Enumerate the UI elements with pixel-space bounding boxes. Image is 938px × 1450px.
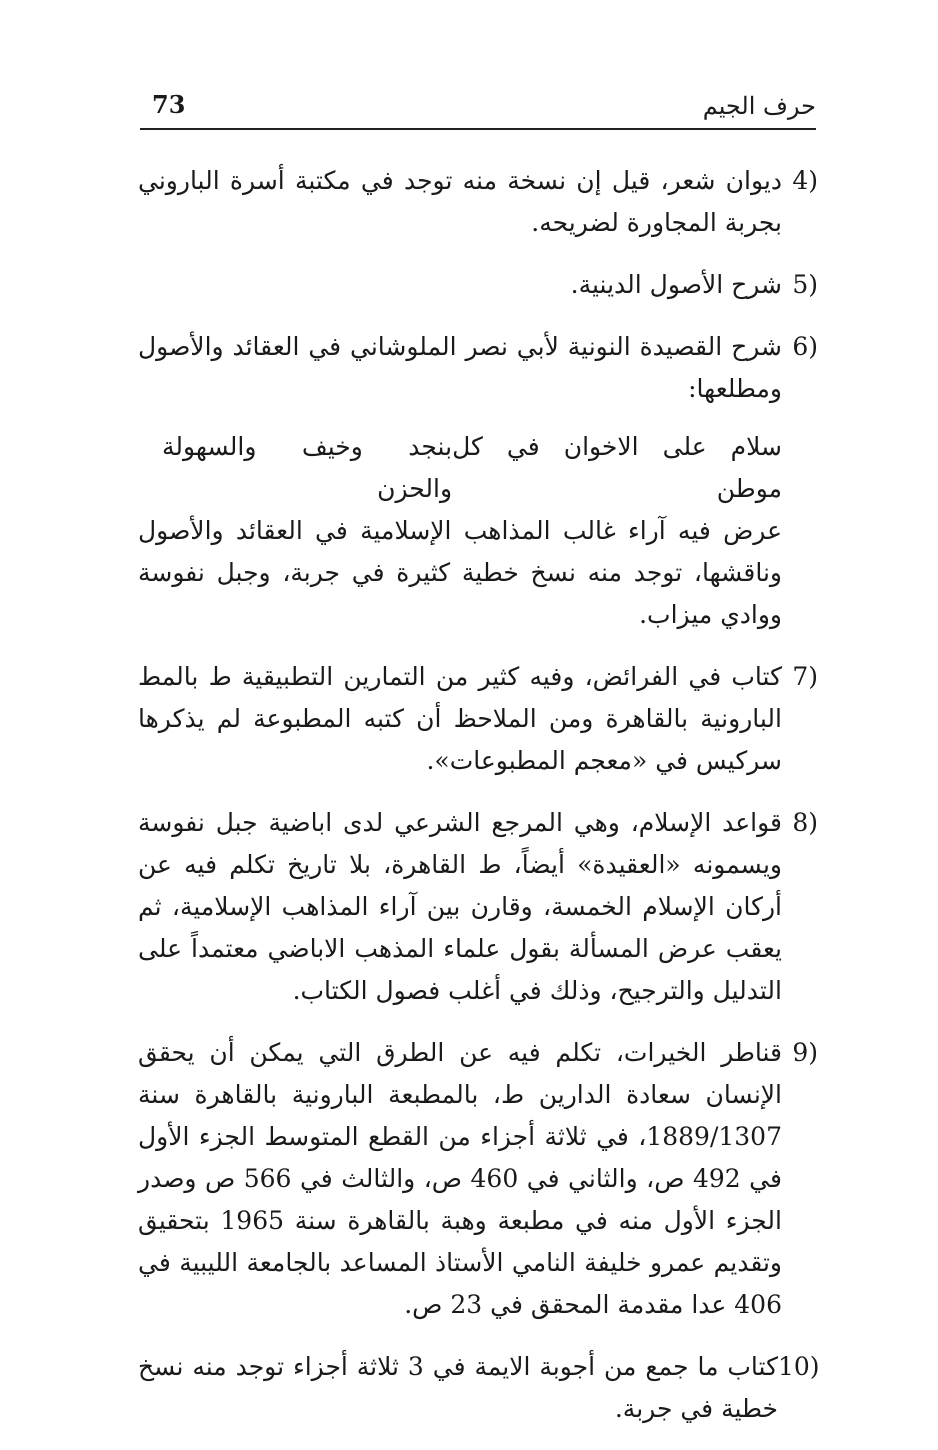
list-item (138, 160, 818, 244)
item-text: ديوان شعر، قيل إن نسخة منه توجد في مكتبة أسرة الباروني بجربة المجاورة لضريحه. (138, 166, 782, 237)
list-item (138, 1346, 818, 1430)
item-number: 8) (792, 808, 818, 837)
item-text: كتاب في الفرائض، وفيه كثير من التمارين التطبيقية ط بالمط البارونية بالقاهرة ومن الملاحظ أن كتبه المطبوعة لم يذكرها سركيس في «معجم المطبوعات». (138, 662, 782, 775)
item-continuation (138, 510, 818, 636)
running-title: حرف الجيم (702, 92, 816, 120)
item-text: شرح الأصول الدينية. (570, 270, 782, 299)
verse-second-hemistich: بنجد وخيف والسهولة والحزن (162, 432, 453, 503)
list-item (138, 1032, 818, 1326)
item-text: كتاب ما جمع من أجوبة الايمة في 3 ثلاثة أجزاء توجد منه نسخ خطية في جربة. (138, 1352, 778, 1423)
verse-first-hemistich: سلام على الاخوان في كل موطن (452, 432, 782, 503)
page-header (140, 78, 816, 130)
item-number: 6) (792, 332, 818, 361)
item-number: 10) (778, 1352, 820, 1381)
item-text: قناطر الخيرات، تكلم فيه عن الطرق التي يمكن أن يحقق الإنسان سعادة الدارين ط، بالمطبعة البارونية بالقاهرة سنة 1889/1307، في ثلاثة أجزاء من القطع المتوسط الجزء الأول في 492 ص، والثاني في 460 ص، والثالث في 566 ص وصدر الجزء الأول منه في مطبعة وهبة بالقاهرة سنة 1965 بتحقيق وتقديم عمرو خليفة النامي الأستاذ المساعد بالجامعة الليبية في 406 عدا مقدمة المحقق في 23 ص. (138, 1038, 782, 1319)
list-item (138, 802, 818, 1012)
item-text: شرح القصيدة النونية لأبي نصر الملوشاني في العقائد والأصول ومطلعها: (138, 332, 782, 403)
item-text: قواعد الإسلام، وهي المرجع الشرعي لدى اباضية جبل نفوسة ويسمونه «العقيدة» أيضاً، ط القاهرة، بلا تاريخ تكلم فيه عن أركان الإسلام الخمسة، وقارن بين آراء المذاهب الإسلامية، ثم يعقب عرض المسألة بقول علماء المذهب الاباضي معتمداً على التدليل والترجيح، وذلك في أغلب فصول الكتاب. (138, 808, 782, 1005)
item-text: عرض فيه آراء غالب المذاهب الإسلامية في العقائد والأصول وناقشها، توجد منه نسخ خطية كثيرة في جربة، وجبل نفوسة ووادي ميزاب. (138, 516, 782, 629)
item-number: 5) (792, 270, 818, 299)
list-item (138, 326, 818, 410)
item-number: 9) (792, 1038, 818, 1067)
page-number: 73 (152, 90, 186, 119)
list-item (138, 264, 818, 306)
poem-verse (138, 426, 818, 510)
item-number: 7) (792, 662, 818, 691)
page-body (138, 160, 818, 1450)
list-item (138, 656, 818, 782)
item-number: 4) (792, 166, 818, 195)
